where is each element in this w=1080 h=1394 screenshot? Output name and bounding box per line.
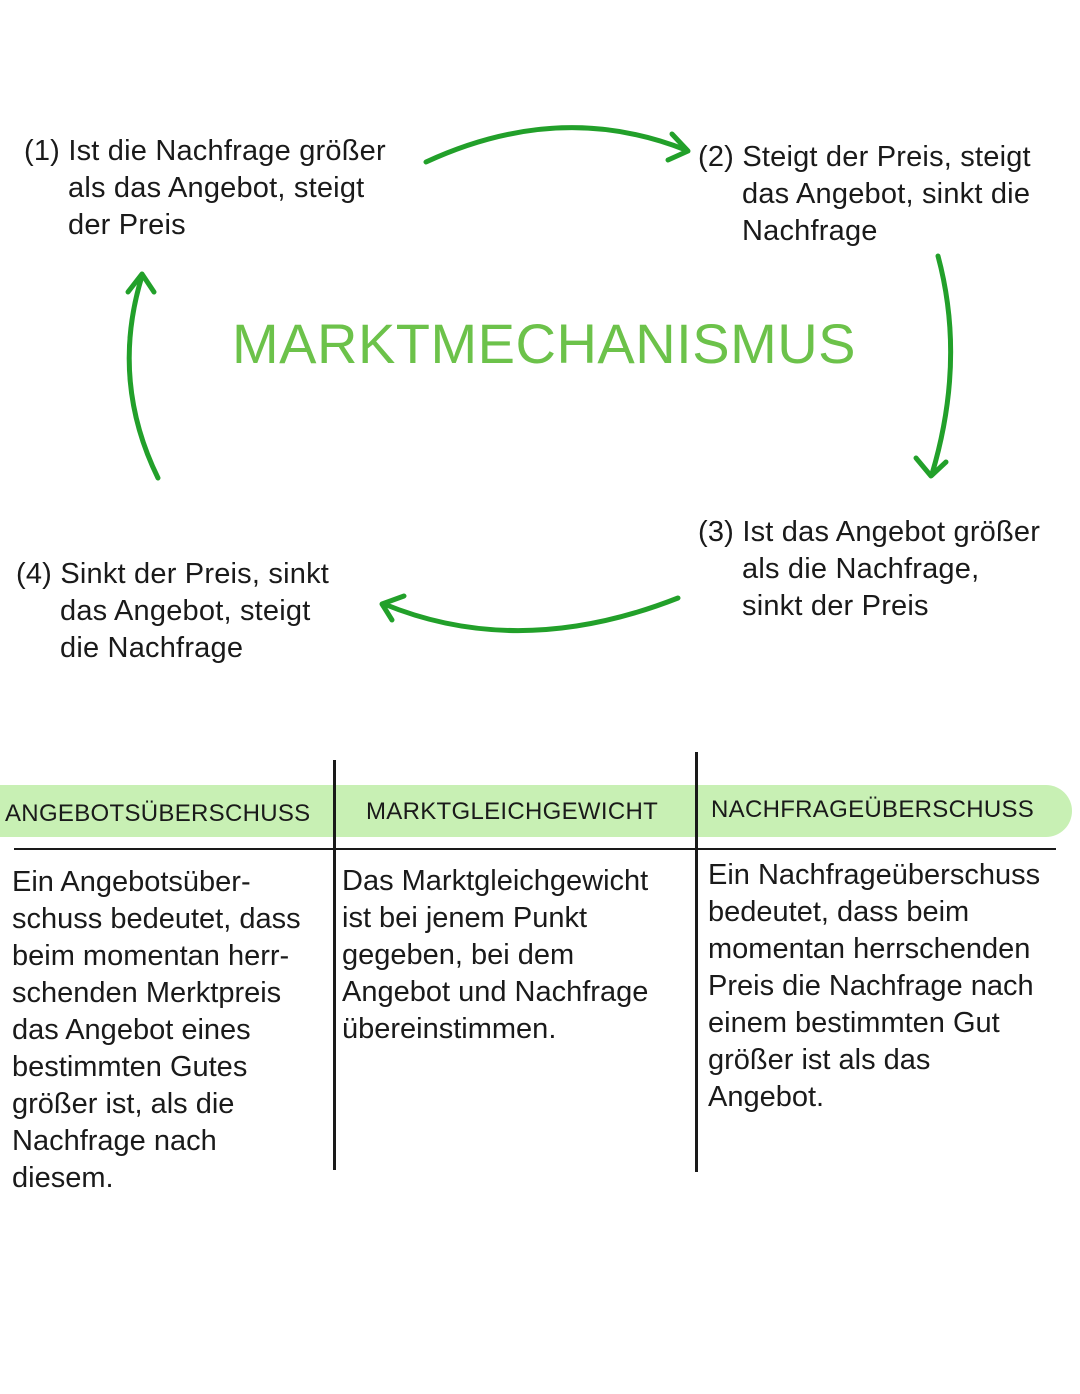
body-line: Angebot. [708, 1081, 825, 1113]
table-header-divider [14, 848, 1056, 850]
step-text-line: das Angebot, steigt [60, 595, 311, 627]
column-header-marktgleichgewicht: MARKTGLEICHGEWICHT [366, 798, 659, 825]
arrow-head-step3 [916, 458, 946, 476]
body-line: größer ist als das [708, 1044, 931, 1076]
body-line: Preis die Nachfrage nach [708, 970, 1034, 1002]
step-number: (4) [16, 558, 53, 590]
body-line: das Angebot eines [12, 1014, 251, 1046]
step-text-line: Ist die Nachfrage größer [68, 135, 386, 167]
step-text-line: Ist das Angebot größer [742, 516, 1041, 548]
arrow-step3-to-step4 [384, 598, 678, 631]
column-body-angebotsueberschuss [12, 864, 301, 1197]
body-line: beim momentan herr- [12, 940, 290, 972]
column-body-marktgleichgewicht [342, 863, 648, 1048]
step-text-line: der Preis [68, 209, 186, 241]
body-line: diesem. [12, 1162, 114, 1194]
diagram-title: MARKTMECHANISMUS [232, 312, 857, 375]
body-line: gegeben, bei dem [342, 939, 575, 971]
body-line: Ein Angebotsüber- [12, 866, 251, 898]
body-line: schuss bedeutet, dass [12, 903, 301, 935]
body-line: übereinstimmen. [342, 1013, 557, 1045]
step-text-line: das Angebot, sinkt die [742, 178, 1031, 210]
column-header-angebotsueberschuss: ANGEBOTSÜBERSCHUSS [5, 800, 311, 827]
step-text-line: die Nachfrage [60, 632, 244, 664]
body-line: größer ist, als die [12, 1088, 235, 1120]
body-line: Angebot und Nachfrage [342, 976, 649, 1008]
step-text-line: Nachfrage [742, 215, 878, 247]
step-number: (2) [698, 141, 735, 173]
table-column-divider [695, 752, 698, 1172]
body-line: schenden Merktpreis [12, 977, 282, 1009]
arrow-step1-to-step2 [426, 128, 686, 162]
step-number: (3) [698, 516, 735, 548]
body-line: ist bei jenem Punkt [342, 902, 588, 934]
body-line: bestimmten Gutes [12, 1051, 248, 1083]
step-text-line: sinkt der Preis [742, 590, 929, 622]
step-text-line: als die Nachfrage, [742, 553, 980, 585]
step-text-line: Sinkt der Preis, sinkt [60, 558, 330, 590]
body-line: Das Marktgleichgewicht [342, 865, 649, 897]
step-2 [698, 139, 1078, 250]
column-header-nachfrageueberschuss: NACHFRAGEÜBERSCHUSS [711, 796, 1035, 823]
body-line: bedeutet, dass beim [708, 896, 970, 928]
step-4 [16, 556, 376, 667]
body-line: Ein Nachfrageüberschuss [708, 859, 1041, 891]
step-number: (1) [24, 135, 61, 167]
step-text-line: als das Angebot, steigt [68, 172, 365, 204]
arrow-step4-to-step1 [129, 276, 158, 478]
column-body-nachfrageueberschuss [708, 857, 1040, 1116]
step-3 [698, 514, 1078, 625]
step-text-line: Steigt der Preis, steigt [742, 141, 1031, 173]
step-1 [24, 133, 424, 244]
table-column-divider [333, 760, 336, 1170]
body-line: einem bestimmten Gut [708, 1007, 1000, 1039]
body-line: Nachfrage nach [12, 1125, 217, 1157]
arrow-step2-to-step3 [932, 256, 951, 474]
body-line: momentan herrschenden [708, 933, 1031, 965]
